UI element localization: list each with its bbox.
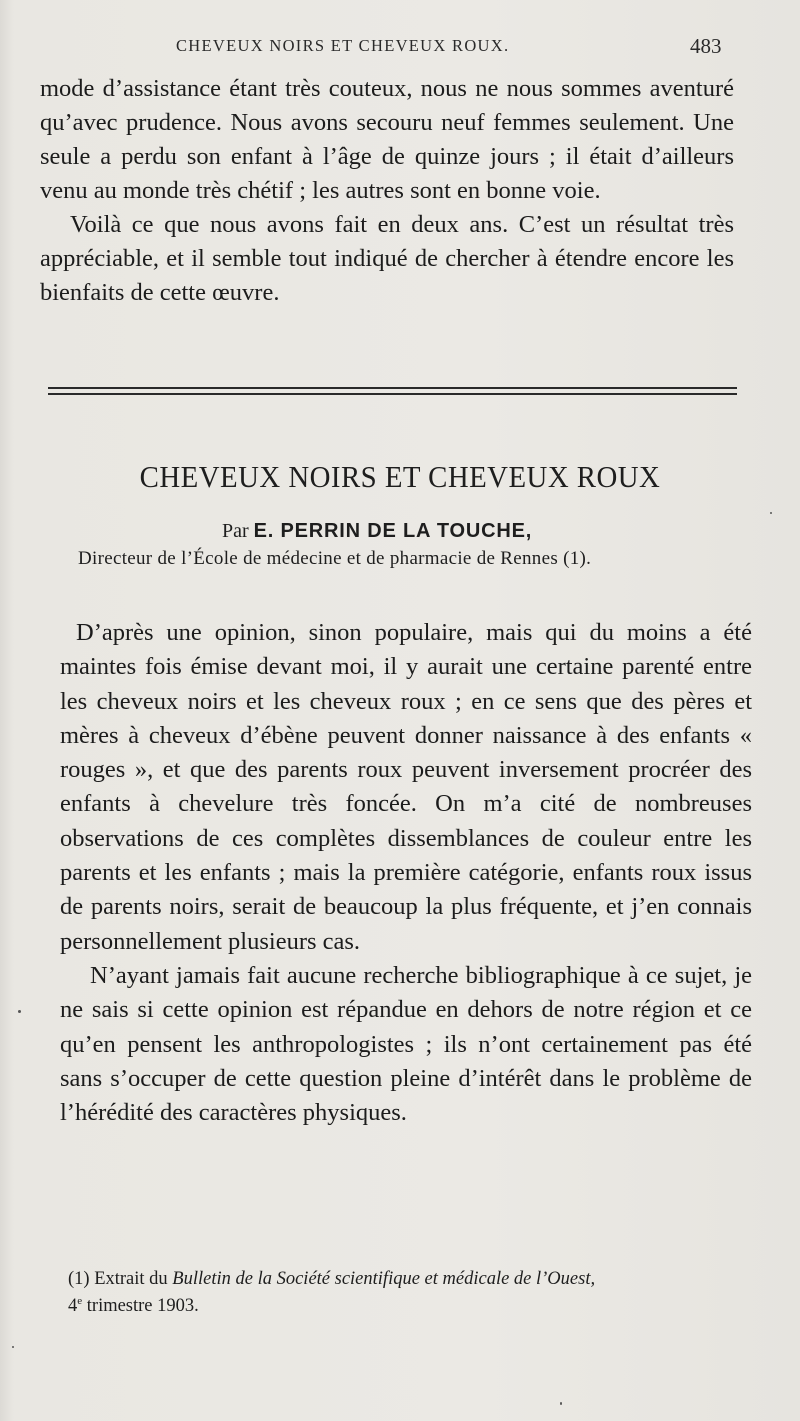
print-speck	[560, 1402, 562, 1405]
paragraph: N’ayant jamais fait aucune recherche bibliographique à ce sujet, je ne sais si cette opinion est répandue en dehors de notre région et ce qu’en pensent les anthropologistes ; ils n’ont certainement pas été sans s’occuper de cette question pleine d’intérêt dans le problème de l’hérédité des caractères physiques.	[60, 961, 752, 1127]
byline-prefix: Par	[222, 520, 249, 542]
footnote-journal-title: Bulletin de la Société scientifique et médicale de l’Ouest,	[172, 1269, 596, 1289]
paragraph: mode d’assistance étant très couteux, nous ne nous sommes aventuré qu’avec prudence. Nous avons secouru neuf femmes seulement. Une seule a perdu son enfant à l’âge de quinze jours ; il était d’ailleurs venu au monde très chétif ; les autres sont en bonne voie.	[40, 75, 734, 204]
footnote-quarter-number: 4	[68, 1296, 78, 1316]
paragraph: D’après une opinion, sinon populaire, mais qui du moins a été maintes fois émise devant moi, il y aurait une certaine parenté entre les cheveux noirs et les cheveux roux ; en ce sens que des pères et mères à cheveux d’ébène peuvent donner naissance à des enfants « rouges », et que des parents roux peuvent inversement procréer des enfants à chevelure très foncée. On m’a cité de nombreuses observations de ces complètes dissemblances de couleur entre les parents et les enfants ; mais la première catégorie, enfants roux issus de parents noirs, serait de beaucoup la plus fréquente, et j’en connais personnellement plusieurs cas.	[60, 619, 752, 955]
previous-article-ending	[40, 72, 734, 310]
print-speck	[770, 512, 772, 514]
footnote	[68, 1266, 758, 1320]
print-speck	[18, 1010, 21, 1013]
running-head: CHEVEUX NOIRS ET CHEVEUX ROUX.	[176, 36, 510, 55]
section-divider-top	[48, 387, 737, 389]
footnote-quarter-suffix: e	[77, 1294, 83, 1307]
print-speck	[12, 1346, 14, 1348]
footnote-text-before: Extrait du	[94, 1269, 168, 1289]
section-divider-bottom	[48, 393, 737, 395]
footnote-marker: (1)	[68, 1269, 90, 1289]
author-name: E. PERRIN DE LA TOUCHE,	[253, 520, 533, 542]
article-body	[60, 616, 752, 1130]
paragraph: Voilà ce que nous avons fait en deux ans. C’est un résultat très appréciable, et il semble tout indiqué de chercher à étendre encore les bienfaits de cette œuvre.	[40, 211, 734, 306]
page-number: 483	[690, 34, 722, 58]
byline	[222, 520, 532, 543]
footnote-text-after: trimestre 1903.	[86, 1296, 199, 1316]
article-title: CHEVEUX NOIRS ET CHEVEUX ROUX	[139, 459, 661, 494]
author-affiliation: Directeur de l’École de médecine et de pharmacie de Rennes (1).	[78, 548, 592, 569]
